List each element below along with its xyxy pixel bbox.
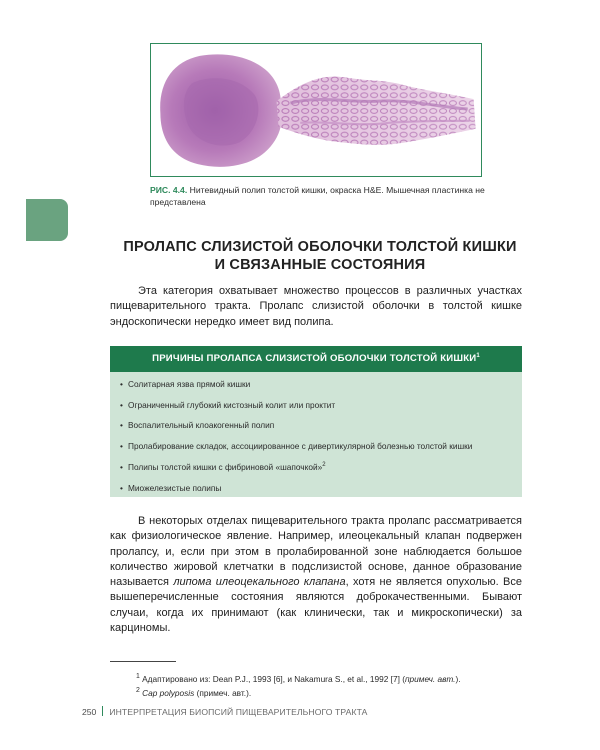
footnote-divider [110, 661, 176, 662]
causes-box [110, 346, 522, 497]
page-number: 250 [82, 707, 97, 717]
bullet: • [120, 441, 123, 452]
list-item-text: Миожелезистые полипы [128, 482, 222, 493]
body-paragraph-text [110, 514, 522, 636]
section-heading-line2: И СВЯЗАННЫЕ СОСТОЯНИЯ [214, 257, 426, 273]
list-item [120, 457, 512, 478]
causes-list [110, 372, 522, 498]
causes-box-title [110, 346, 522, 372]
list-item-text: Солитарная язва прямой кишки [128, 379, 251, 389]
bullet: • [120, 482, 123, 493]
footnote-2 [136, 685, 526, 699]
list-item [120, 415, 512, 436]
body-text-part2: , хотя не является опухолью. Все вышеперечисленные состояния являются доброкачественными. Бывают случаи, когда их принимают (как клинически, так и микроскопически) за карциномы. [110, 576, 522, 635]
footnote-italic: примеч. авт. [404, 673, 456, 684]
body-text-part1: В некоторых отделах пищеварительного тракта пролапс рассматривается как физиологическое явление. Например, илеоцекальный клапан подвержен пролапсу, и, если при этом в пролабированной зоне наблюдается большое количество жировой клетчатки в подслизистой основе, данное образование называется [110, 515, 522, 589]
bullet: • [120, 379, 123, 389]
bullet: • [120, 420, 123, 431]
section-heading [90, 238, 550, 274]
figure-caption-text: Нитевидный полип толстой кишки, окраска H&E. Мышечная пластинка не представлена [150, 185, 485, 207]
footnote-tail: ). [455, 673, 461, 684]
footnote-tail: (примеч. авт.). [194, 688, 252, 699]
list-item-text: Пролабирование складок, ассоциированное с дивертикулярной болезнью толстой кишки [128, 441, 473, 452]
bullet: • [120, 399, 123, 410]
running-title: ИНТЕРПРЕТАЦИЯ БИОПСИЙ ПИЩЕВАРИТЕЛЬНОГО ТРАКТА [109, 707, 368, 717]
footer-separator [102, 706, 103, 716]
causes-box-title-text: ПРИЧИНЫ ПРОЛАПСА СЛИЗИСТОЙ ОБОЛОЧКИ ТОЛСТОЙ КИШКИ [152, 353, 477, 364]
figure-label: РИС. 4.4. [150, 185, 188, 195]
footnote-mark: 2 [136, 687, 140, 695]
footnote-mark: 1 [136, 673, 140, 680]
list-item-text: Полипы толстой кишки с фибриновой «шапочкой» [128, 461, 323, 472]
footnote-ref-2: 2 [322, 462, 326, 469]
intro-paragraph [110, 284, 522, 330]
footnote-italic: Cap polyposis [142, 688, 195, 699]
body-paragraph [110, 514, 522, 636]
list-item [120, 478, 512, 499]
list-item [120, 436, 512, 457]
figure-caption [150, 184, 490, 208]
list-item [120, 395, 512, 416]
chapter-tab [26, 199, 68, 241]
footnote-text: Адаптировано из: Dean P.J., 1993 [6], и Nakamura S., et al., 1992 [7] ( [139, 673, 405, 684]
list-item [120, 374, 512, 395]
page-footer [82, 706, 368, 717]
histology-figure [150, 43, 482, 177]
intro-paragraph-text: Эта категория охватывает множество процессов в различных участках пищеварительного тракта. Пролапс слизистой оболочки в толстой кишке эндоскопически нередко имеет вид полипа. [110, 285, 522, 328]
footnote-1 [136, 671, 526, 685]
body-text-italic-term: липома илеоцекального клапана [173, 576, 346, 589]
polyp-micrograph-image [151, 44, 481, 176]
list-item-text: Воспалительный клоакогенный полип [128, 420, 275, 431]
footnote-ref-1: 1 [476, 352, 480, 359]
section-heading-line1: ПРОЛАПС СЛИЗИСТОЙ ОБОЛОЧКИ ТОЛСТОЙ КИШКИ [123, 239, 517, 255]
list-item-text: Ограниченный глубокий кистозный колит или проктит [128, 399, 336, 410]
bullet: • [120, 461, 123, 472]
footnotes [136, 671, 526, 700]
